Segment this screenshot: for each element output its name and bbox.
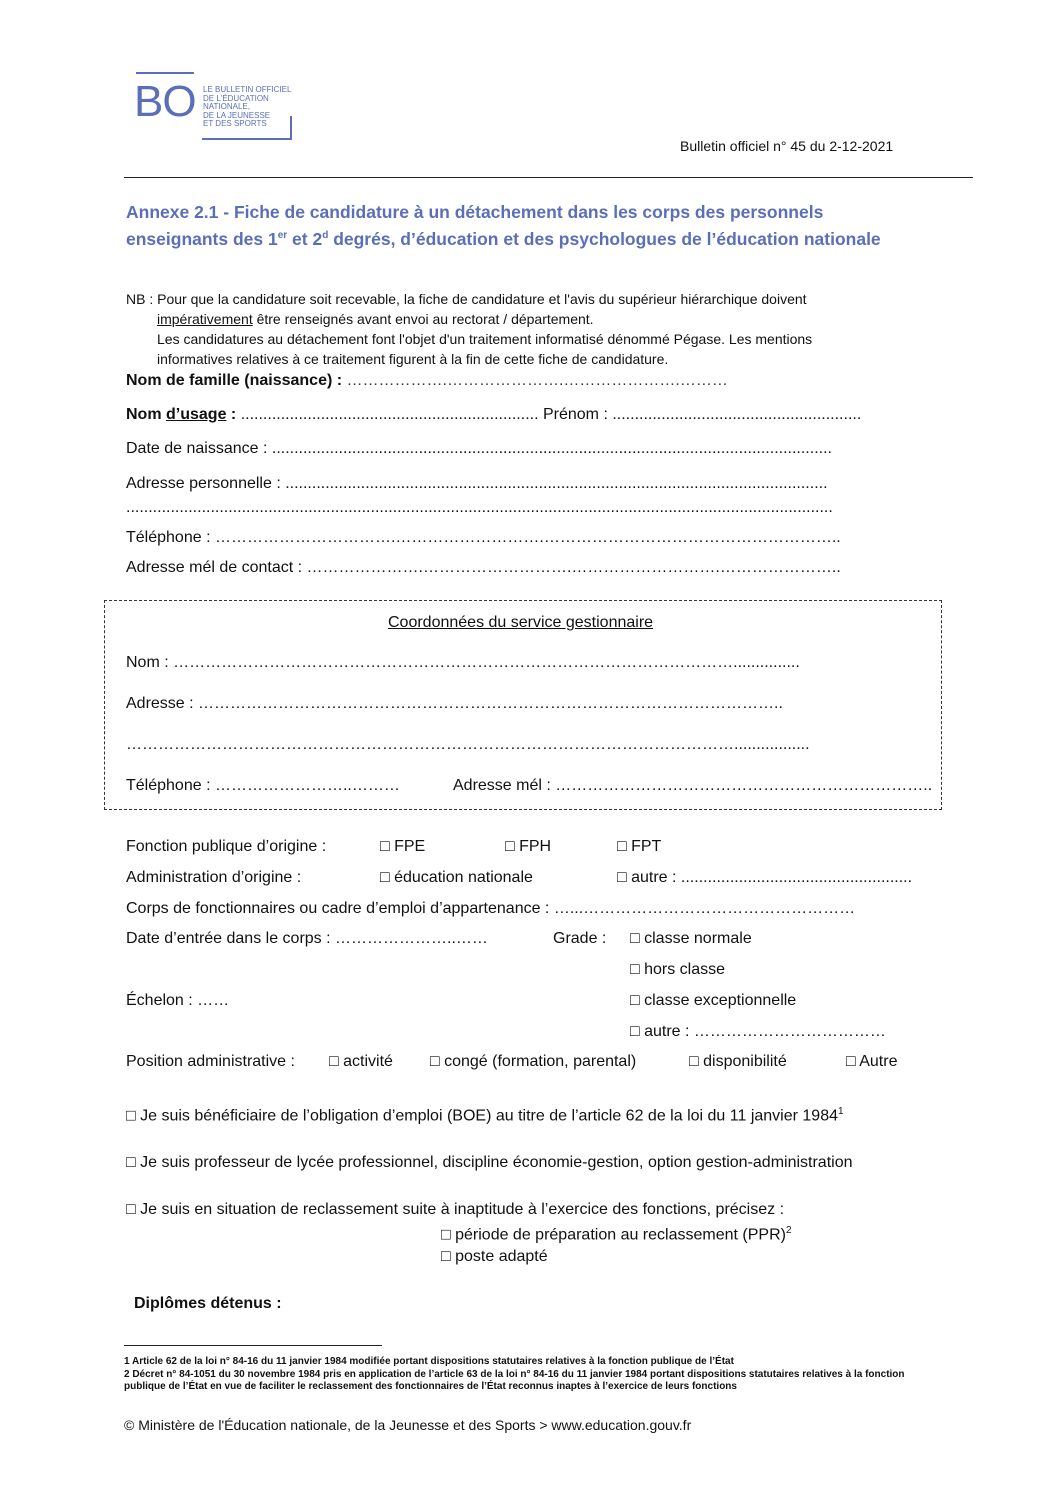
- bulletin-reference: Bulletin officiel n° 45 du 2-12-2021: [680, 138, 894, 154]
- grade-normale-checkbox[interactable]: □ classe normale: [630, 930, 752, 947]
- position-autre-checkbox[interactable]: □ Autre: [846, 1053, 898, 1070]
- position-conge-checkbox[interactable]: □ congé (formation, parental): [430, 1053, 637, 1070]
- service-adresse-field[interactable]: Adresse : ………………………………………………………………………………………………..: [126, 695, 783, 712]
- nb-note: NB : Pour que la candidature soit recevable, la fiche de candidature et l'avis du supérieur hiérarchique doivent impérativement être renseignés avant envoi au rectorat / département. Les candidatures au détachement font l'objet d'un traitement informatisé dénommé Pégase. Les mentions informatives relatives à ce traitement figurent à la fin de cette fiche de candidature.: [126, 291, 813, 367]
- service-adresse-line2[interactable]: …………………………………………………………………………………………………….................: [126, 736, 810, 753]
- grade-exceptionnelle-checkbox[interactable]: □ classe exceptionnelle: [630, 992, 797, 1009]
- grade-hors-checkbox[interactable]: □ hors classe: [630, 961, 726, 978]
- fpe-checkbox[interactable]: □ FPE: [380, 838, 426, 855]
- service-nom-field[interactable]: Nom : ……………………………………………………………………………………………...............: [126, 654, 800, 671]
- grade-label: Grade :: [553, 930, 607, 947]
- echelon-field[interactable]: Échelon : ……: [126, 992, 230, 1009]
- boe-checkbox[interactable]: □ Je suis bénéficiaire de l’obligation d’emploi (BOE) au titre de l’article 62 de la loi du 11 janvier 1984$^1$: [126, 1106, 844, 1125]
- bo-logo: [134, 72, 294, 142]
- footnote-divider: [124, 1345, 382, 1346]
- nom-famille-field[interactable]: Nom de famille (naissance) : ……………….………………….………………….………: [126, 372, 728, 389]
- header-divider: [124, 177, 973, 178]
- footer-copyright: © Ministère de l'Éducation nationale, de la Jeunesse et des Sports > www.education.gouv.fr: [124, 1417, 692, 1433]
- nom-usage-field[interactable]: Nom d’usage : ................................................................... Prénom : ........................................................: [126, 406, 862, 423]
- fpt-checkbox[interactable]: □ FPT: [617, 838, 662, 855]
- date-entree-field[interactable]: Date d’entrée dans le corps : …………………..……: [126, 930, 488, 947]
- fph-checkbox[interactable]: □ FPH: [505, 838, 552, 855]
- grade-autre-checkbox[interactable]: □ autre : ………………………………: [630, 1023, 886, 1040]
- plp-checkbox[interactable]: □ Je suis professeur de lycée professionnel, discipline économie-gestion, option gestion-administration: [126, 1154, 853, 1171]
- service-mel-field[interactable]: Adresse mél : ……………………………………………………………..: [453, 777, 933, 794]
- corps-field[interactable]: Corps de fonctionnaires ou cadre d’emploi d’appartenance : …...……………………………………………: [126, 900, 856, 917]
- poste-adapte-checkbox[interactable]: □ poste adapté: [441, 1248, 548, 1265]
- administration-autre-checkbox[interactable]: □ autre : ....................................................: [617, 869, 913, 886]
- reclassement-checkbox[interactable]: □ Je suis en situation de reclassement suite à inaptitude à l’exercice des fonctions, précisez :: [126, 1201, 785, 1218]
- ppr-checkbox[interactable]: □ période de préparation au reclassement (PPR)$^2$: [441, 1225, 792, 1244]
- administration-label: Administration d’origine :: [126, 869, 302, 886]
- education-nationale-checkbox[interactable]: □ éducation nationale: [380, 869, 533, 886]
- diplomes-label: Diplômes détenus :: [134, 1295, 282, 1312]
- position-label: Position administrative :: [126, 1053, 295, 1070]
- logo-letters: BO: [134, 77, 196, 126]
- footnote-2: 2 Décret n° 84-1051 du 30 novembre 1984 pris en application de l’article 63 de la loi n° 84-16 du 11 janvier 1984 portant dispositions statutaires relatives à la fonction publique de l’État en vue de faciliter le reclassement des fonctionnaires de l’État reconnus inaptes à l’exercice de leurs fonctions: [124, 1369, 905, 1392]
- adresse-mel-field[interactable]: Adresse mél de contact : ………………….……………………….……………………….…………………..: [126, 559, 841, 576]
- service-heading: Coordonnées du service gestionnaire: [388, 614, 654, 631]
- page-title: Annexe 2.1 - Fiche de candidature à un détachement dans les corps des personnels enseignants des 1er et 2$^d$ degrés, d’éducation et des psychologues de l’éducation nationale: [126, 202, 881, 249]
- date-naissance-field[interactable]: Date de naissance : ..............................................................................................................................: [126, 440, 832, 457]
- position-disponibilite-checkbox[interactable]: □ disponibilité: [689, 1053, 787, 1070]
- telephone-field[interactable]: Téléphone : …………………………….……………………….………………………………………………..: [126, 529, 841, 546]
- position-activite-checkbox[interactable]: □ activité: [329, 1053, 393, 1070]
- logo-text: LE BULLETIN OFFICIEL DE L'ÉDUCATION NATIONALE, DE LA JEUNESSE ET DES SPORTS: [203, 85, 292, 129]
- fonction-publique-label: Fonction publique d’origine :: [126, 838, 327, 855]
- adresse-personnelle-line2[interactable]: ...............................................................................................................................................................: [126, 499, 833, 516]
- adresse-personnelle-field[interactable]: Adresse personnelle : ..........................................................................................................................: [126, 475, 828, 492]
- service-telephone-field[interactable]: Téléphone : ……………………..………: [126, 777, 400, 794]
- footnote-1: 1 Article 62 de la loi n° 84-16 du 11 janvier 1984 modifiée portant dispositions statutaires relatives à la fonction publique de l’État: [124, 1356, 734, 1367]
